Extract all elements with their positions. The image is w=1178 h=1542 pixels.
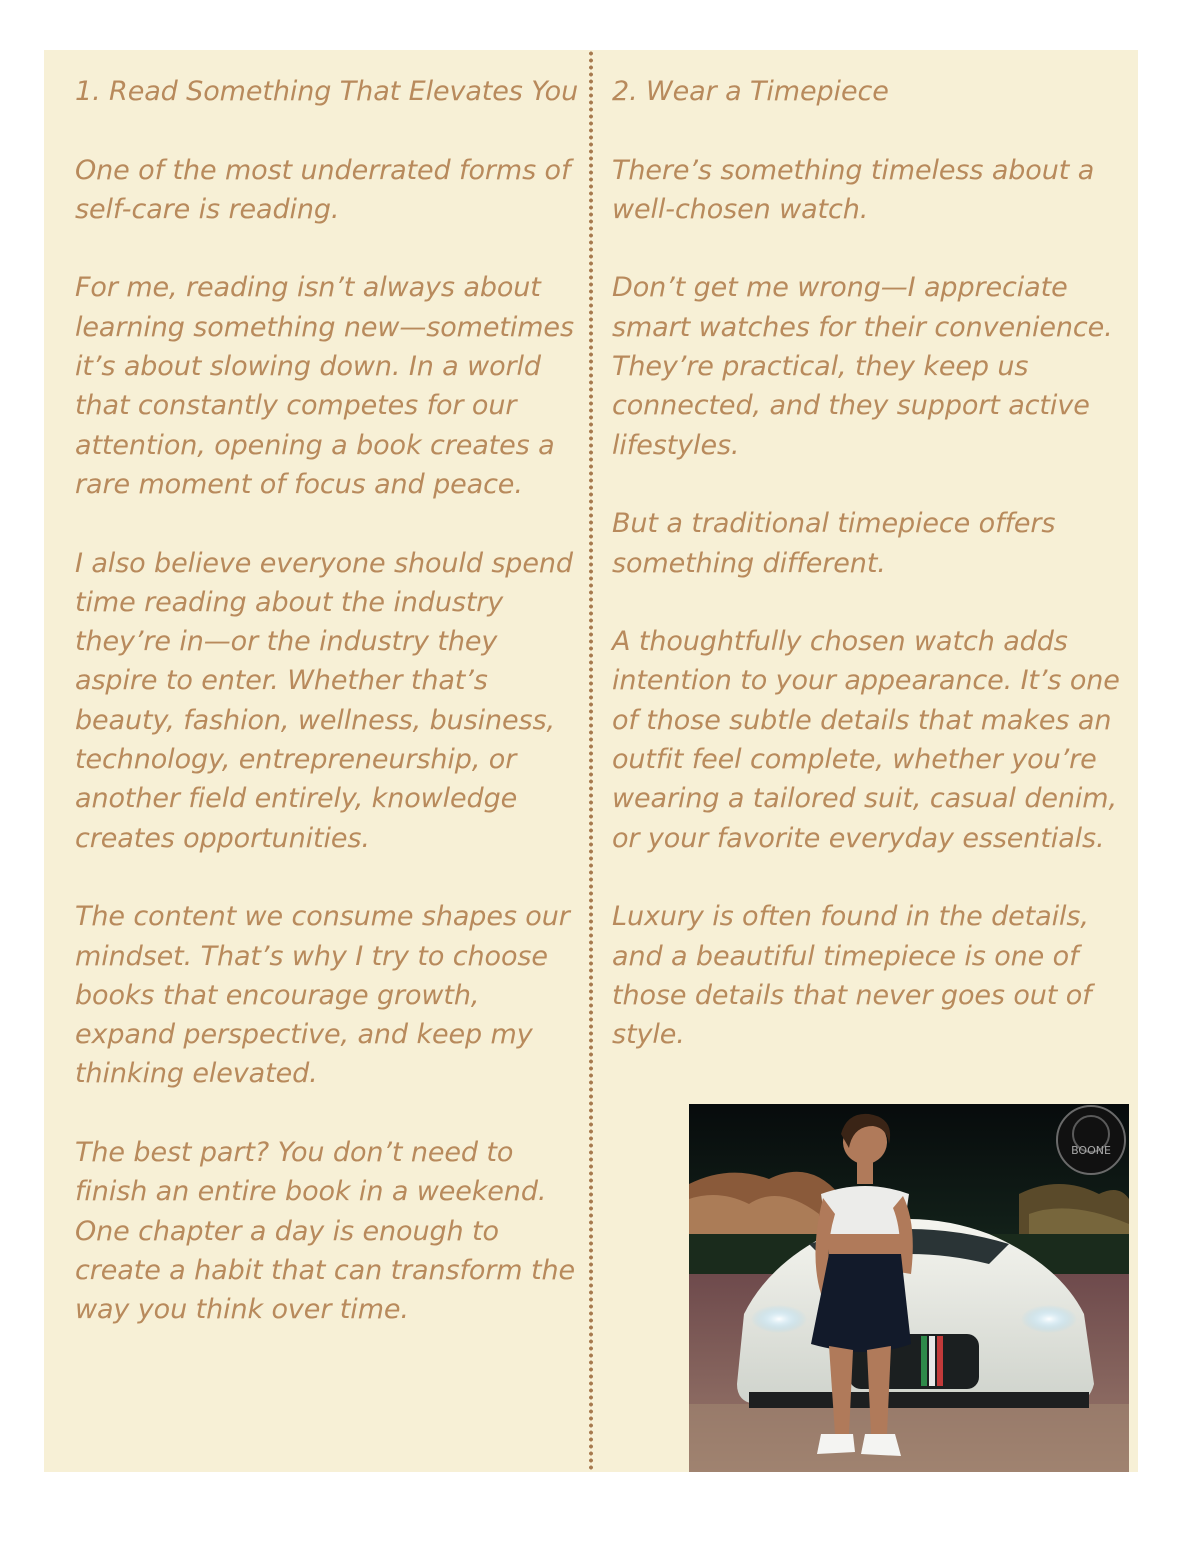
- right-paragraph: Don’t get me wrong—I appreciate smart watches for their convenience. They’re practical, they keep us connected, and they support active lifestyles.: [612, 272, 1113, 461]
- right-heading: 2. Wear a Timepiece: [612, 76, 889, 107]
- left-heading: 1. Read Something That Elevates You: [75, 76, 579, 107]
- car-photo: [689, 1104, 1129, 1472]
- right-column: [612, 72, 1134, 1094]
- left-paragraph: The best part? You don’t need to finish an entire book in a weekend. One chapter a day is enough to create a habit that can transform the way you think over time.: [75, 1137, 576, 1326]
- left-column: [75, 72, 580, 1369]
- dotted-column-divider: [589, 50, 593, 1472]
- left-paragraph: I also believe everyone should spend time reading about the industry they’re in—or the industry they aspire to enter. Whether that’s beauty, fashion, wellness, business, technology, entrepreneurship, or another field entirely, knowledge creates opportunities.: [75, 547, 573, 854]
- watermark-logo: BOONE: [1071, 1144, 1111, 1157]
- right-paragraph: But a traditional timepiece offers something different.: [612, 508, 1056, 579]
- left-paragraph: The content we consume shapes our mindset. That’s why I try to choose books that encourage growth, expand perspective, and keep my thinking elevated.: [75, 901, 570, 1090]
- left-paragraph: For me, reading isn’t always about learning something new—sometimes it’s about slowing down. In a world that constantly competes for our attention, opening a book creates a rare moment of focus and peace.: [75, 272, 574, 500]
- right-paragraph: Luxury is often found in the details, and a beautiful timepiece is one of those details that never goes out of style.: [612, 901, 1092, 1051]
- left-paragraph: One of the most underrated forms of self-care is reading.: [75, 154, 571, 225]
- right-paragraph: There’s something timeless about a well-chosen watch.: [612, 154, 1095, 225]
- right-paragraph: A thoughtfully chosen watch adds intention to your appearance. It’s one of those subtle details that makes an outfit feel complete, whether you’re wearing a tailored suit, casual denim, or your favorite everyday essentials.: [612, 626, 1120, 854]
